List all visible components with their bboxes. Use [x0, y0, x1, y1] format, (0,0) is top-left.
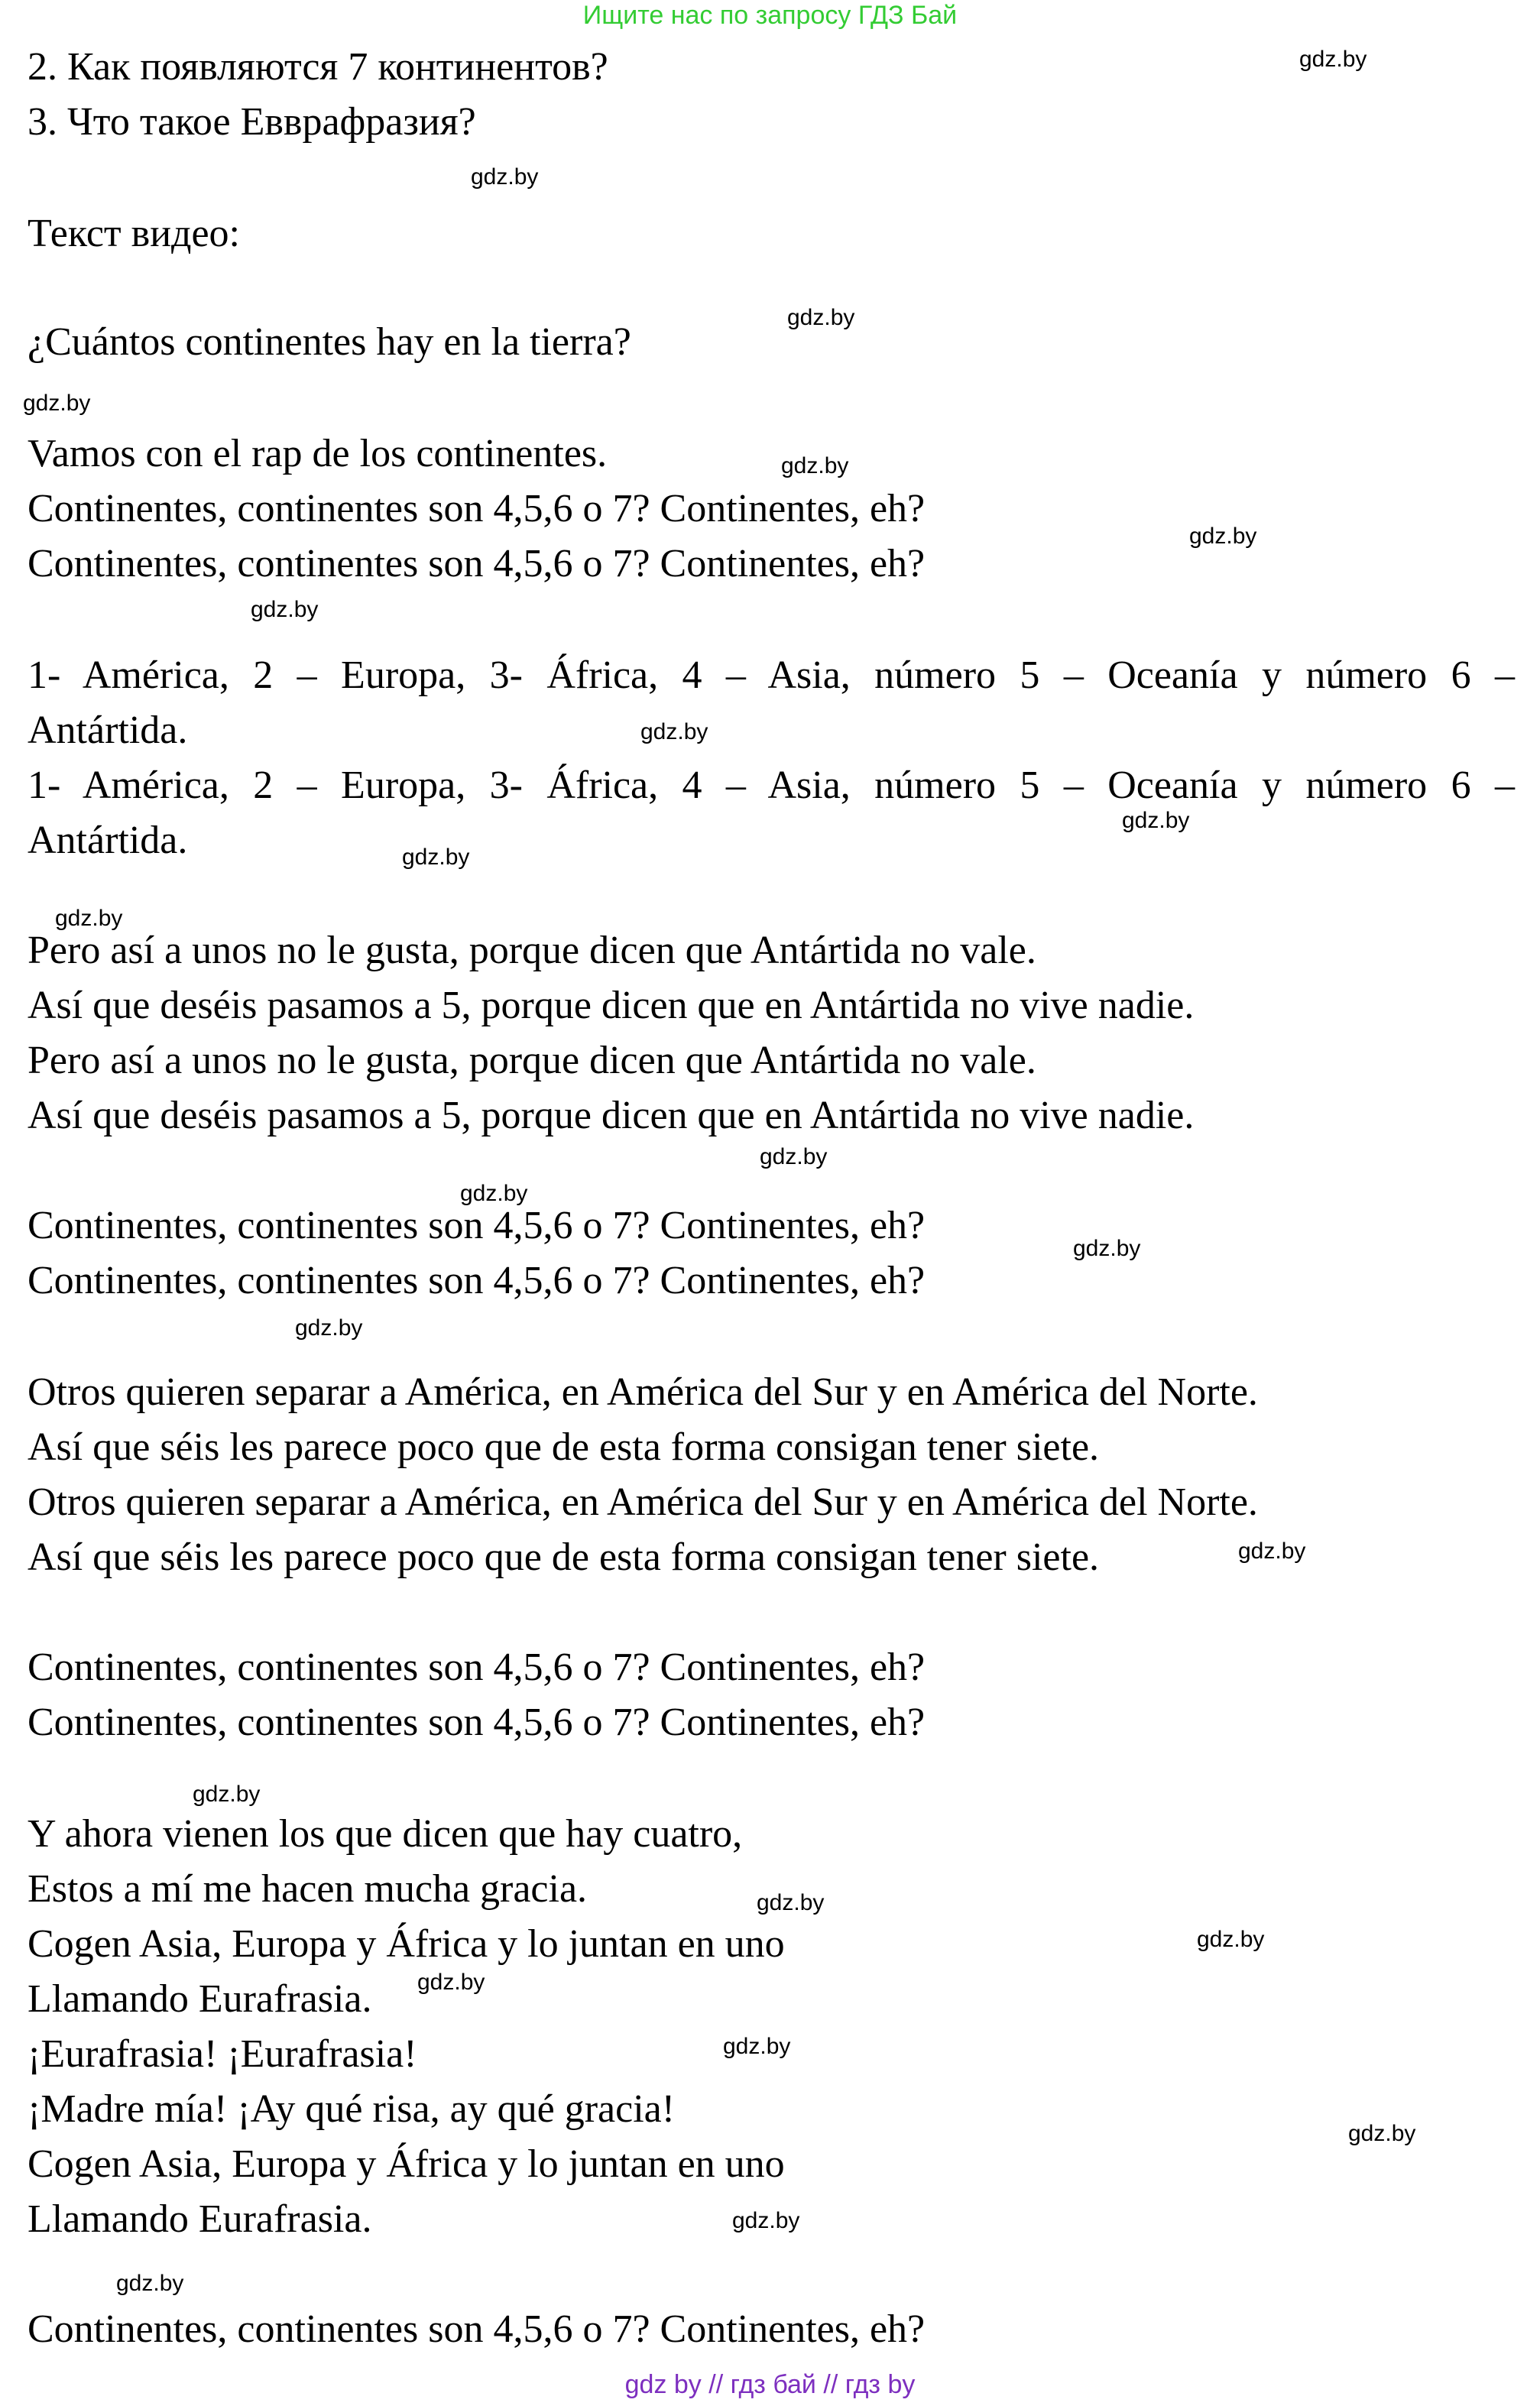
lyric-line: Antártida.: [28, 819, 188, 862]
watermark: gdz.by: [1073, 1236, 1141, 1261]
lyric-line: 1- América, 2 – Europa, 3- África, 4 – Asia, número 5 – Oceanía y número 6 –: [28, 764, 1515, 807]
watermark: gdz.by: [251, 597, 319, 622]
question-3: 3. Что такое Евврафразия?: [28, 100, 476, 144]
watermark: gdz.by: [787, 305, 855, 330]
watermark: gdz.by: [760, 1144, 828, 1169]
lyric-line: Así que séis les parece poco que de esta forma consigan tener siete.: [28, 1425, 1100, 1469]
lyric-line: ¿Cuántos continentes hay en la tierra?: [28, 320, 631, 364]
header-banner: Ищите нас по запросу ГДЗ Бай: [582, 1, 958, 30]
watermark: gdz.by: [1197, 1927, 1265, 1952]
watermark: gdz.by: [781, 453, 849, 478]
lyric-line: Otros quieren separar a América, en América del Sur y en América del Norte.: [28, 1370, 1258, 1414]
lyric-line: Pero así a unos no le gusta, porque dicen que Antártida no vale.: [28, 1039, 1036, 1082]
lyric-line: Antártida.: [28, 709, 188, 752]
watermark: gdz.by: [640, 719, 708, 744]
chorus-line: Continentes, continentes son 4,5,6 o 7? Continentes, eh?: [28, 1259, 926, 1302]
watermark: gdz.by: [723, 2034, 791, 2059]
watermark: gdz.by: [1299, 47, 1367, 72]
chorus-line: Continentes, continentes son 4,5,6 o 7? Continentes, eh?: [28, 1646, 926, 1689]
watermark: gdz.by: [732, 2208, 800, 2233]
lyric-line: Otros quieren separar a América, en América del Sur y en América del Norte.: [28, 1480, 1258, 1524]
watermark: gdz.by: [55, 906, 123, 931]
watermark: gdz.by: [116, 2271, 184, 2296]
watermark: gdz.by: [23, 391, 91, 416]
footer-banner: gdz by // гдз бай // гдз by: [624, 2370, 916, 2399]
lyric-line: Pero así a unos no le gusta, porque dicen que Antártida no vale.: [28, 929, 1036, 972]
watermark: gdz.by: [417, 1970, 485, 1995]
chorus-line: Continentes, continentes son 4,5,6 o 7? Continentes, eh?: [28, 487, 926, 530]
chorus-line: Continentes, continentes son 4,5,6 o 7? Continentes, eh?: [28, 1204, 926, 1247]
video-text-label: Текст видео:: [28, 212, 241, 255]
watermark: gdz.by: [402, 845, 470, 870]
watermark: gdz.by: [1122, 808, 1190, 833]
lyric-line: Cogen Asia, Europa y África y lo juntan en uno: [28, 2142, 785, 2186]
lyric-line: Así que deséis pasamos a 5, porque dicen que en Antártida no vive nadie.: [28, 1094, 1195, 1137]
watermark: gdz.by: [1348, 2121, 1416, 2146]
lyric-line: Y ahora vienen los que dicen que hay cuatro,: [28, 1812, 743, 1856]
watermark: gdz.by: [295, 1315, 363, 1341]
lyric-line: Llamando Eurafrasia.: [28, 2197, 372, 2241]
lyric-line: Vamos con el rap de los continentes.: [28, 432, 608, 475]
chorus-line: Continentes, continentes son 4,5,6 o 7? Continentes, eh?: [28, 542, 926, 585]
lyric-line: 1- América, 2 – Europa, 3- África, 4 – Asia, número 5 – Oceanía y número 6 –: [28, 653, 1515, 697]
question-2: 2. Как появляются 7 континентов?: [28, 45, 608, 89]
lyric-line: Estos a mí me hacen mucha gracia.: [28, 1867, 588, 1911]
watermark: gdz.by: [1238, 1539, 1306, 1564]
watermark: gdz.by: [460, 1181, 528, 1206]
lyric-line: Así que deséis pasamos a 5, porque dicen que en Antártida no vive nadie.: [28, 984, 1195, 1027]
lyric-line: ¡Madre mía! ¡Ay qué risa, ay qué gracia!: [28, 2087, 676, 2131]
watermark: gdz.by: [193, 1782, 261, 1807]
lyric-line: Llamando Eurafrasia.: [28, 1977, 372, 2021]
watermark: gdz.by: [757, 1890, 825, 1915]
watermark: gdz.by: [471, 164, 539, 190]
lyric-line: Cogen Asia, Europa y África y lo juntan en uno: [28, 1922, 785, 1966]
chorus-line: Continentes, continentes son 4,5,6 o 7? Continentes, eh?: [28, 2307, 926, 2351]
lyric-line: ¡Eurafrasia! ¡Eurafrasia!: [28, 2032, 417, 2076]
chorus-line: Continentes, continentes son 4,5,6 o 7? Continentes, eh?: [28, 1701, 926, 1744]
lyric-line: Así que séis les parece poco que de esta forma consigan tener siete.: [28, 1535, 1100, 1579]
watermark: gdz.by: [1189, 524, 1257, 549]
